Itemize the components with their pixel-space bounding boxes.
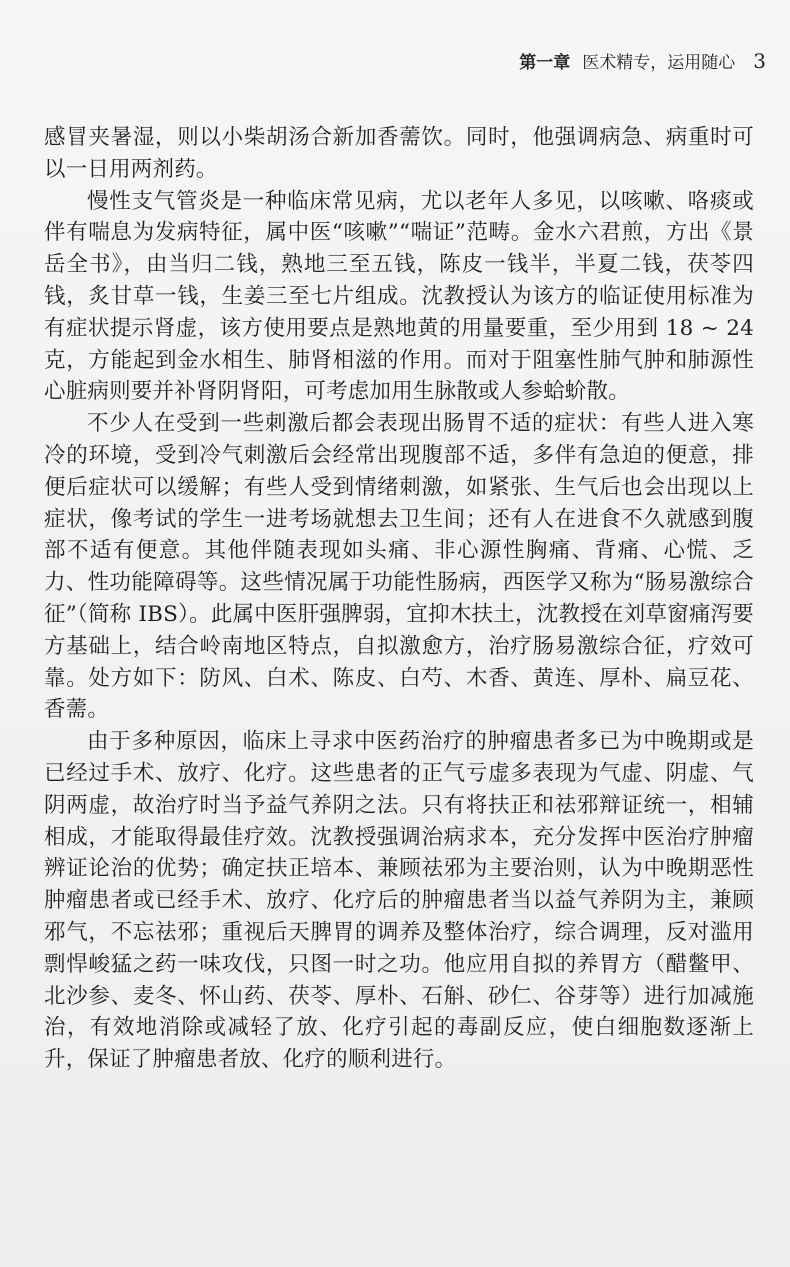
paragraph-1: 感冒夹暑湿，则以小柴胡汤合新加香薷饮。同时，他强调病急、病重时可以一日用两剂药。 xyxy=(44,125,754,182)
paragraph-4: 由于多种原因，临床上寻求中医药治疗的肿瘤患者多已为中晚期或是已经过手术、放疗、化疗。这些患者的正气亏虚多表现为气虚、阴虚、气阴两虚，故治疗时当予益气养阴之法。只有将扶正和祛邪辩证统一，相辅相成，才能取得最佳疗效。沈教授强调治病求本，充分发挥中医治疗肿瘤辨证论治的优势；确定扶正培本、兼顾祛邪为主要治则，认为中晚期恶性肿瘤患者或已经手术、放疗、化疗后的肿瘤患者当以益气养阴为主，兼顾邪气，不忘祛邪；重视后天脾胃的调养及整体治疗，综合调理，反对滥用剽悍峻猛之药一味攻伐，只图一时之功。他应用自拟的养胃方（醋鳖甲、北沙参、麦冬、怀山药、茯苓、厚朴、石斛、砂仁、谷芽等）进行加减施治，有效地消除或减轻了放、化疗引起的毒副反应，使白细胞数逐渐上升，保证了肿瘤患者放、化疗的顺利进行。 xyxy=(44,729,754,1073)
body-text xyxy=(44,122,754,1076)
paragraph-2: 慢性支气管炎是一种临床常见病，尤以老年人多见，以咳嗽、咯痰或伴有喘息为发病特征，属中医“咳嗽”“喘证”范畴。金水六君煎，方出《景岳全书》，由当归二钱，熟地三至五钱，陈皮一钱半，半夏二钱，茯苓四钱，炙甘草一钱，生姜三至七片组成。沈教授认为该方的临证使用标准为有症状提示肾虚，该方使用要点是熟地黄的用量要重，至少用到 18 ~ 24 克，方能起到金水相生、肺肾相滋的作用。而对于阻塞性肺气肿和肺源性心脏病则要并补肾阴肾阳，可考虑加用生脉散或人参蛤蚧散。 xyxy=(44,188,754,405)
paragraph-3: 不少人在受到一些刺激后都会表现出肠胃不适的症状：有些人进入寒冷的环境，受到冷气刺激后会经常出现腹部不适，多伴有急迫的便意，排便后症状可以缓解；有些人受到情绪刺激，如紧张、生气后也会出现以上症状，像考试的学生一进考场就想去卫生间；还有人在进食不久就感到腹部不适有便意。其他伴随表现如头痛、非心源性胸痛、背痛、心慌、乏力、性功能障碍等。这些情况属于功能性肠病，西医学又称为“肠易激综合征”（简称 IBS）。此属中医肝强脾弱，宜抑木扶土，沈教授在刘草窗痛泻要方基础上，结合岭南地区特点，自拟激愈方，治疗肠易激综合征，疗效可靠。处方如下：防风、白术、陈皮、白芍、木香、黄连、厚朴、扁豆花、香薷。 xyxy=(44,411,754,723)
chapter-title: 医术精专，运用随心 xyxy=(582,53,736,73)
page-number: 3 xyxy=(753,49,766,73)
chapter-label: 第一章 xyxy=(519,53,571,73)
running-header xyxy=(519,48,766,73)
